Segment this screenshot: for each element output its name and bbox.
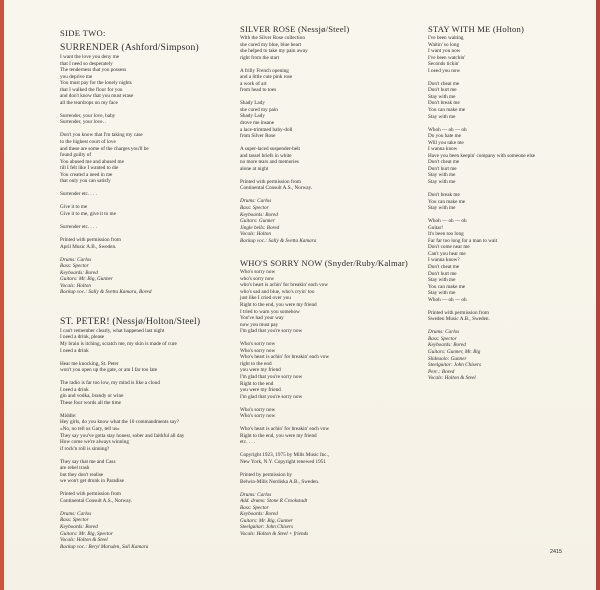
lyric-line: Don't cheat me xyxy=(428,263,460,270)
lyric-line: Don't cheat me xyxy=(428,159,460,166)
lyric-line: and don't know that you must erase xyxy=(60,93,134,100)
lyric-line: Bass: Spector xyxy=(240,204,269,211)
lyric-line: till I felt like I wanted to die xyxy=(60,165,119,172)
lyric-line: Who's sorry now xyxy=(240,406,276,413)
lyric-line: Who's sorry now xyxy=(240,347,276,354)
lyric-line: found guilty of xyxy=(60,152,92,159)
lyrics-st-peter xyxy=(60,328,225,505)
lyric-line: Hey girls, do you know what the 10 commandments say? xyxy=(60,419,180,426)
lyric-line: Stay with me xyxy=(428,113,456,120)
lyric-line: that I need so desperately xyxy=(60,60,113,67)
credits-surrender xyxy=(60,257,225,296)
lyric-line: Jingle bells: Bored xyxy=(240,224,280,231)
lyric-line: The radio is far too low, my mind is like a cloud xyxy=(60,380,160,387)
lyric-line: I need a drink xyxy=(60,386,89,393)
lyrics-whos-sorry-now xyxy=(240,269,420,485)
lyric-line: Hear me knocking, St. Peter xyxy=(60,360,119,367)
credits-st-peter xyxy=(60,511,225,550)
lyric-line: Printed with permission from xyxy=(60,237,121,244)
lyric-line: she cured my pain xyxy=(240,106,278,113)
lyric-line: A super-laced suspender-belt xyxy=(240,146,301,153)
lyric-line: Belwin-Mills Nordiska A.B., Sweden. xyxy=(240,478,320,485)
lyric-line: you were my friend xyxy=(240,387,281,394)
lyric-line: and a little cute pink rose xyxy=(240,74,293,81)
lyric-line: Don't hurt me xyxy=(428,270,457,277)
lyric-line: Far far too long for a man to wait xyxy=(428,237,498,244)
lyric-line: Drums: Carlos xyxy=(60,510,92,517)
lyric-line: They say you've gotta stay honest, sober and faithful all day xyxy=(60,432,185,439)
lyric-line: Add. drums: Stone R Crookstadt xyxy=(240,498,308,505)
lyric-line: Stay with me xyxy=(428,290,456,297)
lyric-line: Drums: Carlos xyxy=(240,198,272,205)
lyric-line: Backup voc.: Sally & Svetta Kamara xyxy=(240,237,317,244)
lyric-line: who's sad and blue, who's cryin' too xyxy=(240,288,315,295)
lyric-line: Printed with permission from xyxy=(60,491,121,498)
lyric-line: Steelguitar: John Chisers xyxy=(428,362,482,369)
song-title-stay-with-me: STAY WITH ME (Holton) xyxy=(428,24,525,34)
lyric-line: You abused me and abused me xyxy=(60,158,124,165)
column-2 xyxy=(240,24,420,537)
lyric-line: Don't cheat me xyxy=(428,80,460,87)
lyric-line: I wanna know xyxy=(428,146,458,153)
lyric-line: Surrender etc. . . . xyxy=(60,223,97,230)
lyric-line: The tenderness that you possess xyxy=(60,67,127,74)
lyric-line: With the Silver Rose collection xyxy=(240,35,305,41)
song-title-surrender: SURRENDER (Ashford/Simpson) xyxy=(60,42,199,53)
lyric-line: Shady Lady xyxy=(240,113,265,120)
lyric-line: who's sorry now xyxy=(240,275,275,282)
lyric-line: now you must pay xyxy=(240,321,279,328)
lyric-line: Who's sorry now xyxy=(240,413,276,420)
lyric-line: Vocals: Holton & Steel + friends xyxy=(240,530,309,537)
lyric-line: It's been too long xyxy=(428,231,464,238)
lyric-line: that only you can satisfy xyxy=(60,178,111,185)
lyric-line: Who's heart is achin' for breakin' each vow xyxy=(240,354,330,361)
lyric-line: Who's sorry now xyxy=(240,269,276,276)
lyric-line: Surrender etc. . . . xyxy=(60,191,97,198)
lyric-line: Stay with me xyxy=(428,93,456,100)
lyric-line: Keyboards: Bored xyxy=(60,269,98,276)
lyric-line: Backup voc.: Sally & Svetta Kamara, Bored xyxy=(60,289,152,296)
lyric-line: How come we're always winning xyxy=(60,439,129,446)
lyric-line: Seconds tickin' xyxy=(428,61,460,68)
lyric-line: I want you now xyxy=(428,48,461,55)
lyric-line: «No, no tell us Gary, tell us» xyxy=(60,425,120,432)
lyrics-silver-rose xyxy=(240,35,420,192)
lyric-line: Vocals: Holton xyxy=(240,231,271,238)
lyric-line: I can't remember clearly, what happened last night xyxy=(60,327,165,334)
lyric-line: These four words all the time xyxy=(60,399,121,406)
lyric-line: Surrender, your love. . xyxy=(60,119,107,126)
lyric-line: Have you been keepin' company with someone else xyxy=(428,152,536,159)
lyric-line: Guitars: Gunner xyxy=(240,218,275,225)
lyric-line: Stay with me xyxy=(428,205,456,212)
lyric-line: alone at night xyxy=(240,165,269,172)
lyrics-surrender xyxy=(60,54,225,250)
lyric-line: gin and vodka, brandy or wine xyxy=(60,393,124,400)
lyric-line: etc. . . . xyxy=(240,439,256,446)
lyric-line: and these are some of the charges you'll be xyxy=(60,145,149,152)
lyric-line: Keyboards: Bored xyxy=(428,342,466,349)
lyric-line: Bass: Spector xyxy=(60,517,89,524)
lyric-line: I've been waiting xyxy=(428,35,464,41)
lyric-line: to the highest court of love xyxy=(60,139,116,146)
lyric-line: Guitars: Mr. Big, Gunner xyxy=(60,276,113,283)
lyric-line: I need a drink, please xyxy=(60,334,105,341)
lyric-line: from head to toes xyxy=(240,87,277,94)
lyric-line: I'm glad that you're sorry now xyxy=(240,373,303,380)
lyric-line: Whoh — oh — oh xyxy=(428,126,467,133)
lyric-line: Who's sorry now xyxy=(240,341,276,348)
lyric-line: Guitars: Mr. Big, Gunner xyxy=(240,517,293,524)
right-edge-stripe xyxy=(596,0,600,590)
lyric-line: right from the start xyxy=(240,54,280,61)
lyric-line: Drums: Carlos xyxy=(60,256,92,263)
lyric-line: Drums: Carlos xyxy=(428,329,460,336)
lyric-line: Shady Lady xyxy=(240,100,265,107)
lyric-line: Don't break me xyxy=(428,100,460,107)
lyric-line: Continental Consult A.S., Norway. xyxy=(60,497,133,504)
lyric-line: Do you hate me xyxy=(428,133,461,140)
lyric-line: Right to the end, you were my friend xyxy=(240,432,317,439)
lyric-line: I need you now xyxy=(428,67,461,74)
lyric-line: You must pay for the lonely nights xyxy=(60,80,132,87)
catalog-number: 2415 xyxy=(550,549,562,555)
song-title-silver-rose: SILVER ROSE (Nessjø/Steel) xyxy=(240,24,350,34)
lyric-line: who's heart is achin' for breakin' each vow xyxy=(240,282,328,289)
lyric-line: if rock'n roll is sinning? xyxy=(60,445,110,452)
lyric-line: Perc.: Bored xyxy=(428,368,455,375)
lyric-line: I'm glad that you're sorry now xyxy=(240,328,303,335)
lyric-line: New York, N.Y. Copyright renewed 1951 xyxy=(240,458,326,465)
lyric-line: she helped to take my pain away xyxy=(240,48,308,55)
lyric-line: Vocals: Holton & Steel xyxy=(428,375,476,382)
credits-stay-with-me xyxy=(428,329,588,381)
lyric-line: a work of art xyxy=(240,80,267,87)
lyric-line: Printed with permission from xyxy=(240,178,301,185)
lyric-line: won't you open up the gate, or am I far too late xyxy=(60,367,158,374)
lyric-line: all the teardrops on my face xyxy=(60,99,118,106)
lyric-line: Can't you hear me xyxy=(428,250,466,257)
lyric-line: Printed by permission by xyxy=(240,471,293,478)
lyric-line: You can make me xyxy=(428,106,466,113)
lyric-line: Steelguitar: John Chisers xyxy=(240,524,294,531)
lyric-line: Give it to me, give it to me xyxy=(60,210,116,217)
lyric-line: I tried to warn you somehow xyxy=(240,308,300,315)
lyric-line: They say that me and Cass xyxy=(60,458,116,465)
lyric-line: I wanna know? xyxy=(428,257,460,264)
lyric-line: just like I cried over you xyxy=(240,295,291,302)
lyric-line: Don't hurt me xyxy=(428,87,457,94)
lyric-line: April Music A.B., Sweden. xyxy=(60,243,117,250)
lyric-line: Whoh — oh — oh xyxy=(428,296,467,303)
lyric-line: and tassel briefs in white xyxy=(240,152,292,159)
left-edge-stripe xyxy=(0,0,4,590)
lyric-line: Who's heart is achin' for breakin' each vow xyxy=(240,426,330,433)
lyric-line: Bass: Spector xyxy=(60,263,89,270)
lyric-line: Guitar! xyxy=(428,224,443,231)
lyric-line: You created a need in me xyxy=(60,171,113,178)
lyric-line: Stay with me xyxy=(428,172,456,179)
lyric-line: Don't break me xyxy=(428,191,460,198)
lyric-line: You can make me xyxy=(428,198,466,205)
side-heading: SIDE TWO: xyxy=(60,28,106,38)
lyric-line: she cured my blue, blue heart xyxy=(240,41,302,48)
lyric-line: Right to the end, you were my friend xyxy=(240,302,317,308)
lyric-line: from Silver Rose xyxy=(240,133,276,140)
credits-silver-rose xyxy=(240,198,420,244)
lyric-line: Sweden Music A.B., Sweden. xyxy=(428,316,490,323)
lyric-line: a lace-trimmed baby-doll xyxy=(240,126,293,133)
lyric-line: You've had your way xyxy=(240,315,284,322)
lyric-line: Waitin' so long xyxy=(428,41,460,48)
lyric-line: Slideuolo: Gunner xyxy=(428,355,467,362)
lyric-line: you were my friend xyxy=(240,367,281,374)
lyric-line: Surrender, your love, baby xyxy=(60,112,116,119)
lyric-line: Continental Consult A.S., Norway. xyxy=(240,185,313,192)
lyric-line: Don't hurt me xyxy=(428,165,457,172)
lyric-line: Guitars: Gunner, Mr. Big xyxy=(428,348,481,355)
lyric-line: Keyboards: Bored xyxy=(240,511,278,518)
song-title-st-peter: ST. PETER! (Nessjø/Holton/Steel) xyxy=(60,315,201,327)
lyric-line: Guitars: Mr. Big, Spector xyxy=(60,530,113,537)
lyric-line: no more tears and memories xyxy=(240,159,299,166)
lyric-line: Middle: xyxy=(60,412,77,419)
lyric-line: Backup voc.: Beryl Marsden, Sali Kamara xyxy=(60,543,149,550)
lyric-line: Don't come near me xyxy=(428,244,470,251)
lyric-line: Don't you know that I'm taking my case xyxy=(60,132,143,139)
lyric-line: I'm glad that you're sorry now xyxy=(240,393,303,400)
lyric-line: Stay with me xyxy=(428,277,456,284)
lyrics-stay-with-me xyxy=(428,35,588,323)
column-1 xyxy=(60,24,225,550)
lyric-line: I've been watchin' xyxy=(428,54,466,61)
lyric-line: I want the love you deny me xyxy=(60,54,120,60)
lyric-line: Right to the end xyxy=(240,380,274,387)
credits-whos-sorry-now xyxy=(240,492,420,538)
lyric-line: that I walked the floor for you xyxy=(60,86,123,93)
lyric-line: Vocals: Holton xyxy=(60,282,91,289)
lyric-line: but they don't realise xyxy=(60,471,104,478)
lyric-line: Vocals: Holton & Steel xyxy=(60,537,108,544)
lyric-line: Copyright 1923, 1975 by Mills Music Inc., xyxy=(240,452,330,459)
lyric-line: My brain is itching, scratch me, my skin is made of cure xyxy=(60,341,177,347)
song-title-whos-sorry-now: WHO'S SORRY NOW (Snyder/Ruby/Kalmar) xyxy=(240,258,408,269)
lyric-line: Keyboards: Bored xyxy=(240,211,278,218)
lyric-line: right to the end xyxy=(240,360,272,367)
lyric-line: You can make me xyxy=(428,283,466,290)
lyric-line: Drums: Carlos xyxy=(240,491,272,498)
column-3 xyxy=(428,24,588,382)
lyric-line: Will you take me xyxy=(428,139,464,146)
lyric-line: Bass: Spector xyxy=(240,504,269,511)
lyric-line: we won't get drunk in Paradise xyxy=(60,478,124,485)
lyric-line: Whoh — oh — oh xyxy=(428,218,467,225)
lyric-line: Printed with permission from xyxy=(428,309,489,316)
lyric-line: you deprive me xyxy=(60,73,93,80)
lyric-line: Stay with me xyxy=(428,178,456,185)
lyric-line: drove me insane xyxy=(240,120,274,127)
lyric-line: Keyboards: Bored xyxy=(60,524,98,531)
lyric-line: Bass: Spector xyxy=(428,335,457,342)
lyric-line: I need a drink xyxy=(60,347,89,354)
lyric-line: A frilly French opening xyxy=(240,67,289,74)
lyric-line: Give it to me xyxy=(60,204,88,211)
lyric-line: are rebel trash xyxy=(60,465,90,472)
